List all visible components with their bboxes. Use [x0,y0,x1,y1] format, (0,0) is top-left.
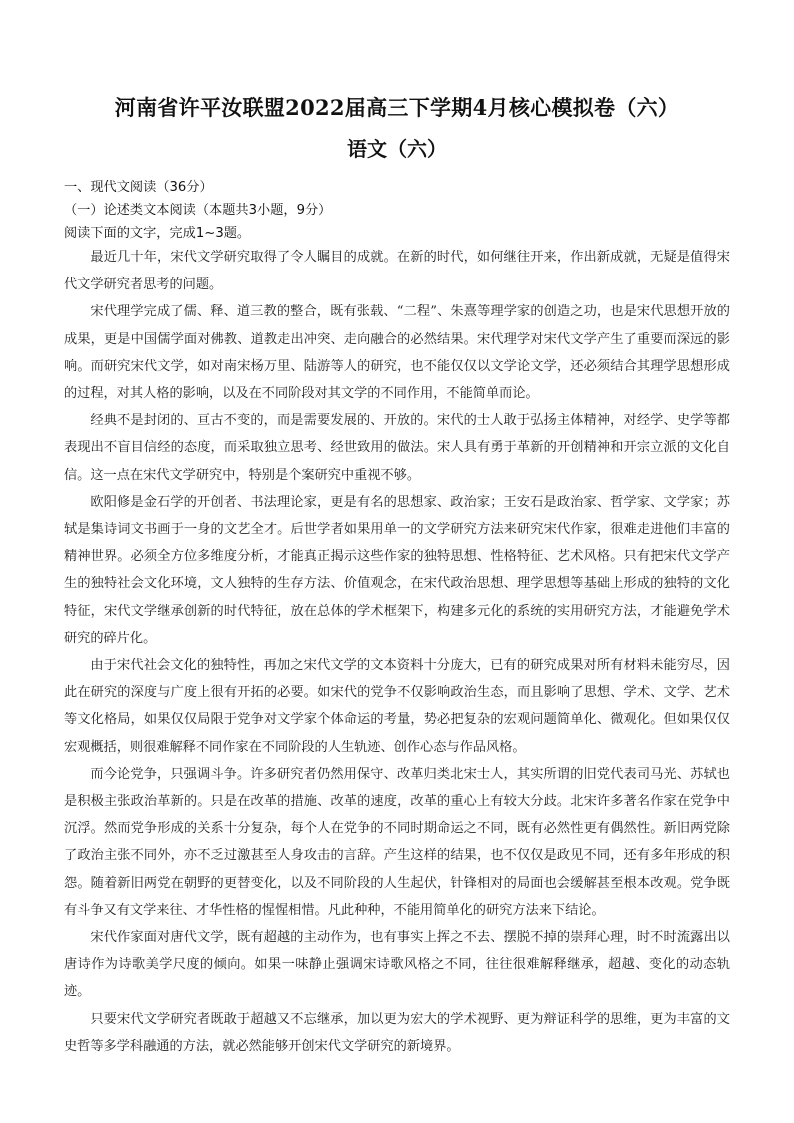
article-body [64,244,730,1060]
document-title: 河南省许平汝联盟2022届高三下学期4月核心模拟卷（六） [114,95,680,120]
article-paragraph: 经典不是封闭的、亘古不变的，而是需要发展的、开放的。宋代的士人敢于弘扬主体精神，对经学、史学等都表现出不盲目信经的态度，而采取独立思考、经世致用的做法。宋人具有勇于革新的开创精神和开宗立派的文化自信。这一点在宋代文学研究中，特别是个案研究中重视不够。 [64,413,730,483]
document-subtitle: 语文（六） [347,137,447,161]
article-paragraph: 宋代理学完成了儒、释、道三教的整合，既有张载、“二程”、朱熹等理学家的创造之功，也是宋代思想开放的成果，更是中国儒学面对佛教、道教走出冲突、走向融合的必然结果。宋代理学对宋代文学产生了重要而深远的影响。而研究宋代文学，如对南宋杨万里、陆游等人的研究，也不能仅仅以文学论文学，还必须结合其理学思想形成的过程，对其人格的影响，以及在不同阶段对其文学的不同作用，不能简单而论。 [64,304,730,402]
article-paragraph: 宋代作家面对唐代文学，既有超越的主动作为，也有事实上挥之不去、摆脱不掉的崇拜心理，时不时流露出以唐诗作为诗歌美学尺度的倾向。如果一味静止强调宋诗歌风格之不同，往往很难解释继承，超越、变化的动态轨迹。 [64,930,730,1000]
reading-instruction: 阅读下面的文字，完成1~3题。 [64,226,251,241]
subsection-heading: （一）论述类文本阅读（本题共3小题，9分） [64,203,332,218]
article-paragraph: 最近几十年，宋代文学研究取得了令人瞩目的成就。在新的时代，如何继往开来，作出新成就，无疑是值得宋代文学研究者思考的问题。 [64,250,730,293]
section-heading: 一、现代文阅读（36分） [64,180,213,195]
article-paragraph: 而今论党争，只强调斗争。许多研究者仍然用保守、改革归类北宋士人，其实所谓的旧党代表司马光、苏轼也是积极主张政治革新的。只是在改革的措施、改革的速度，改革的重心上有较大分歧。北宋许多著名作家在党争中沉浮。然而党争形成的关系十分复杂，每个人在党争的不同时期命运之不同，既有必然性更有偶然性。新旧两党除了政治主张不同外，亦不乏过激甚至人身攻击的言辞。产生这样的结果，也不仅仅是政见不同，还有多年形成的积怨。随着新旧两党在朝野的更替变化，以及不同阶段的人生起伏，针锋相对的局面也会缓解甚至根本改观。党争既有斗争又有文学来往、才华性格的惺惺相惜。凡此种种，不能用简单化的研究方法来下结论。 [64,766,730,918]
article-paragraph: 欧阳修是金石学的开创者、书法理论家，更是有名的思想家、政治家；王安石是政治家、哲学家、文学家；苏轼是集诗词文书画于一身的文艺全才。后世学者如果用单一的文学研究方法来研究宋代作家，很难走进他们丰富的精神世界。必须全方位多维度分析，才能真正揭示这些作家的独特思想、性格特征、艺术风格。只有把宋代文学产生的独特社会文化环境，文人独特的生存方法、价值观念，在宋代政治思想、理学思想等基础上形成的独特的文化特征，宋代文学继承创新的时代特征，放在总体的学术框架下，构建多元化的系统的实用研究方法，才能避免学术研究的碎片化。 [64,494,730,646]
article-paragraph: 由于宋代社会文化的独特性，再加之宋代文学的文本资料十分庞大，已有的研究成果对所有材料未能穷尽，因此在研究的深度与广度上很有开拓的必要。如宋代的党争不仅影响政治生态，而且影响了思想、学术、文学、艺术等文化格局，如果仅仅局限于党争对文学家个体命运的考量，势必把复杂的宏观问题简单化、微观化。但如果仅仅宏观概括，则很难解释不同作家在不同阶段的人生轨迹、创作心态与作品风格。 [64,658,730,755]
article-paragraph: 只要宋代文学研究者既敢于超越又不忘继承，加以更为宏大的学术视野、更为辩证科学的思维，更为丰富的文史哲等多学科融通的方法，就必然能够开创宋代文学研究的新境界。 [64,1011,730,1054]
